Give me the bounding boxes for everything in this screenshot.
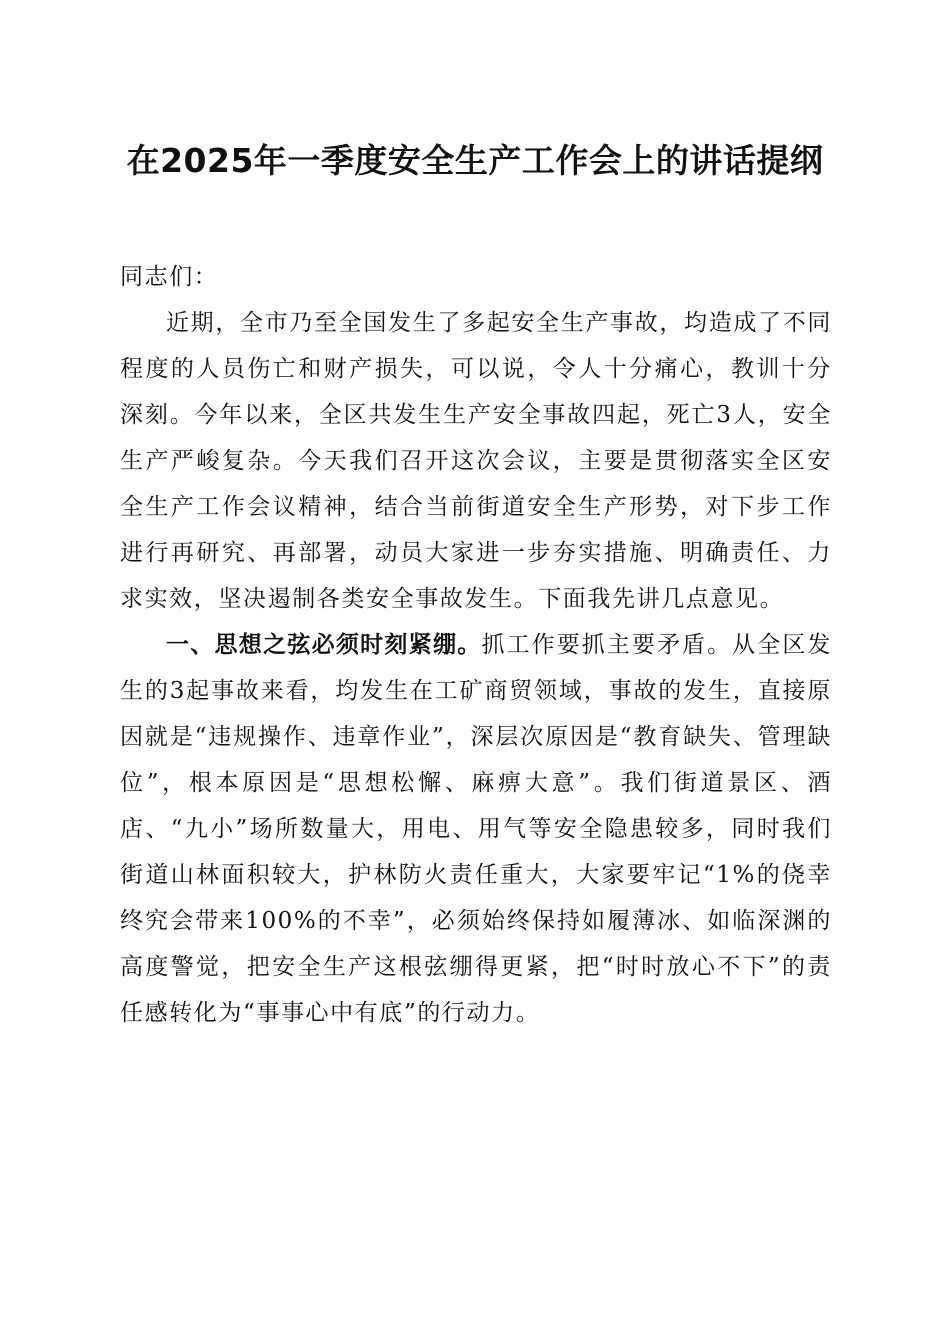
section-one-heading: 一、思想之弦必须时刻紧绷。	[166, 632, 482, 658]
paragraph-section-one	[120, 622, 832, 1036]
paragraph-intro	[120, 300, 832, 622]
document-body	[120, 254, 832, 1036]
paragraph-intro-text: 近期，全市乃至全国发生了多起安全生产事故，均造成了不同程度的人员伤亡和财产损失，可以说，令人十分痛心，教训十分深刻。今年以来，全区共发生生产安全事故四起，死亡3人，安全生产严峻复杂。今天我们召开这次会议，主要是贯彻落实全区安全生产工作会议精神，结合当前街道安全生产形势，对下步工作进行再研究、再部署，动员大家进一步夯实措施、明确责任、力求实效，坚决遏制各类安全事故发生。下面我先讲几点意见。	[120, 310, 832, 612]
salutation: 同志们：	[120, 264, 219, 290]
section-one-text: 抓工作要抓主要矛盾。从全区发生的3起事故来看，均发生在工矿商贸领域，事故的发生，直接原因就是“违规操作、违章作业”，深层次原因是“教育缺失、管理缺位”，根本原因是“思想松懈、麻痹大意”。我们街道景区、酒店、“九小”场所数量大，用电、用气等安全隐患较多，同时我们街道山林面积较大，护林防火责任重大，大家要牢记“1%的侥幸终究会带来100%的不幸”，必须始终保持如履薄冰、如临深渊的高度警觉，把安全生产这根弦绷得更紧，把“时时放心不下”的责任感转化为“事事心中有底”的行动力。	[120, 632, 832, 1026]
document-title: 在2025年一季度安全生产工作会上的讲话提纲	[126, 141, 824, 180]
